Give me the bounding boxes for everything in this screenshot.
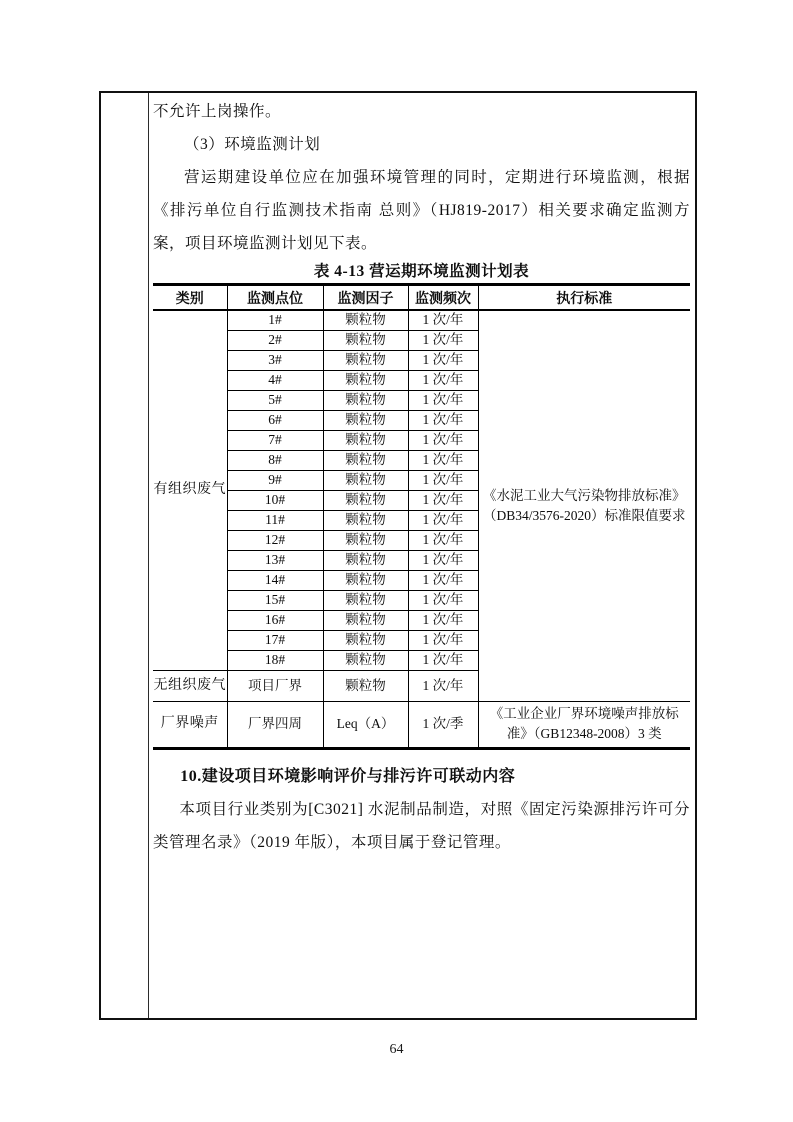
document-border-frame [99,91,697,1020]
cell-category-organized: 有组织废气 [153,310,227,671]
cell-factor: 颗粒物 [323,671,408,702]
cell-frequency: 1 次/年 [408,451,478,471]
cell-factor: Leq（A） [323,702,408,749]
cell-factor: 颗粒物 [323,331,408,351]
cell-factor: 颗粒物 [323,451,408,471]
paragraph-item-3: （3）环境监测计划 [184,136,321,153]
table-row [153,702,690,749]
cell-frequency: 1 次/年 [408,491,478,511]
cell-point: 项目厂界 [227,671,323,702]
header-row [153,285,690,311]
cell-point: 3# [227,351,323,371]
cell-frequency: 1 次/年 [408,431,478,451]
cell-frequency: 1 次/年 [408,351,478,371]
page-number: 64 [389,1042,404,1057]
cell-frequency: 1 次/年 [408,671,478,702]
cell-frequency: 1 次/年 [408,371,478,391]
cell-point: 10# [227,491,323,511]
cell-factor: 颗粒物 [323,431,408,451]
cell-point: 8# [227,451,323,471]
cell-point: 6# [227,411,323,431]
cell-factor: 颗粒物 [323,551,408,571]
content-area [149,93,695,1018]
column-header-factor: 监测因子 [323,285,408,311]
cell-factor: 颗粒物 [323,391,408,411]
cell-point: 2# [227,331,323,351]
cell-frequency: 1 次/年 [408,571,478,591]
cell-factor: 颗粒物 [323,511,408,531]
cell-factor: 颗粒物 [323,371,408,391]
cell-frequency: 1 次/年 [408,331,478,351]
cell-factor: 颗粒物 [323,411,408,431]
section-10-heading: 10.建设项目环境影响评价与排污许可联动内容 [180,767,516,785]
cell-factor: 颗粒物 [323,471,408,491]
cell-frequency: 1 次/年 [408,391,478,411]
monitoring-table [153,283,690,750]
cell-point: 5# [227,391,323,411]
cell-frequency: 1 次/年 [408,651,478,671]
cell-frequency: 1 次/年 [408,411,478,431]
left-margin-column [101,93,149,1018]
cell-point: 11# [227,511,323,531]
cell-point: 16# [227,611,323,631]
column-header-point: 监测点位 [227,285,323,311]
monitoring-table-body [153,310,690,748]
cell-point: 1# [227,310,323,331]
monitoring-table-header [153,285,690,311]
cell-frequency: 1 次/季 [408,702,478,749]
cell-factor: 颗粒物 [323,491,408,511]
cell-category-unorganized: 无组织废气 [153,671,227,702]
cell-frequency: 1 次/年 [408,631,478,651]
cell-factor: 颗粒物 [323,591,408,611]
paragraph-monitoring-plan: 营运期建设单位应在加强环境管理的同时，定期进行环境监测，根据《排污单位自行监测技术指南 总则》（HJ819-2017）相关要求确定监测方案，项目环境监测计划见下表。 [153,169,690,252]
cell-point: 17# [227,631,323,651]
column-header-standard: 执行标准 [478,285,690,311]
cell-frequency: 1 次/年 [408,611,478,631]
cell-frequency: 1 次/年 [408,310,478,331]
cell-frequency: 1 次/年 [408,551,478,571]
cell-point: 厂界四周 [227,702,323,749]
cell-point: 12# [227,531,323,551]
cell-factor: 颗粒物 [323,531,408,551]
cell-frequency: 1 次/年 [408,531,478,551]
cell-standard-noise: 《工业企业厂界环境噪声排放标准》（GB12348-2008）3 类 [478,702,690,749]
paragraph-continuation: 不允许上岗操作。 [153,103,282,120]
cell-point: 4# [227,371,323,391]
cell-factor: 颗粒物 [323,310,408,331]
cell-factor: 颗粒物 [323,611,408,631]
cell-frequency: 1 次/年 [408,471,478,491]
cell-point: 18# [227,651,323,671]
cell-factor: 颗粒物 [323,631,408,651]
cell-point: 7# [227,431,323,451]
cell-point: 14# [227,571,323,591]
table-title: 表 4-13 营运期环境监测计划表 [313,263,530,280]
cell-frequency: 1 次/年 [408,511,478,531]
table-row [153,310,690,331]
cell-category-noise: 厂界噪声 [160,715,219,731]
column-header-category: 类别 [153,285,227,311]
cell-standard-air: 《水泥工业大气污染物排放标准》（DB34/3576-2020）标准限值要求 [478,310,690,702]
cell-frequency: 1 次/年 [408,591,478,611]
cell-factor: 颗粒物 [323,571,408,591]
cell-factor: 颗粒物 [323,651,408,671]
cell-point: 13# [227,551,323,571]
cell-point: 9# [227,471,323,491]
cell-point: 15# [227,591,323,611]
cell-factor: 颗粒物 [323,351,408,371]
column-header-frequency: 监测频次 [408,285,478,311]
section-10-paragraph: 本项目行业类别为[C3021] 水泥制品制造，对照《固定污染源排污许可分类管理名录》（2019 年版），本项目属于登记管理。 [153,800,690,851]
